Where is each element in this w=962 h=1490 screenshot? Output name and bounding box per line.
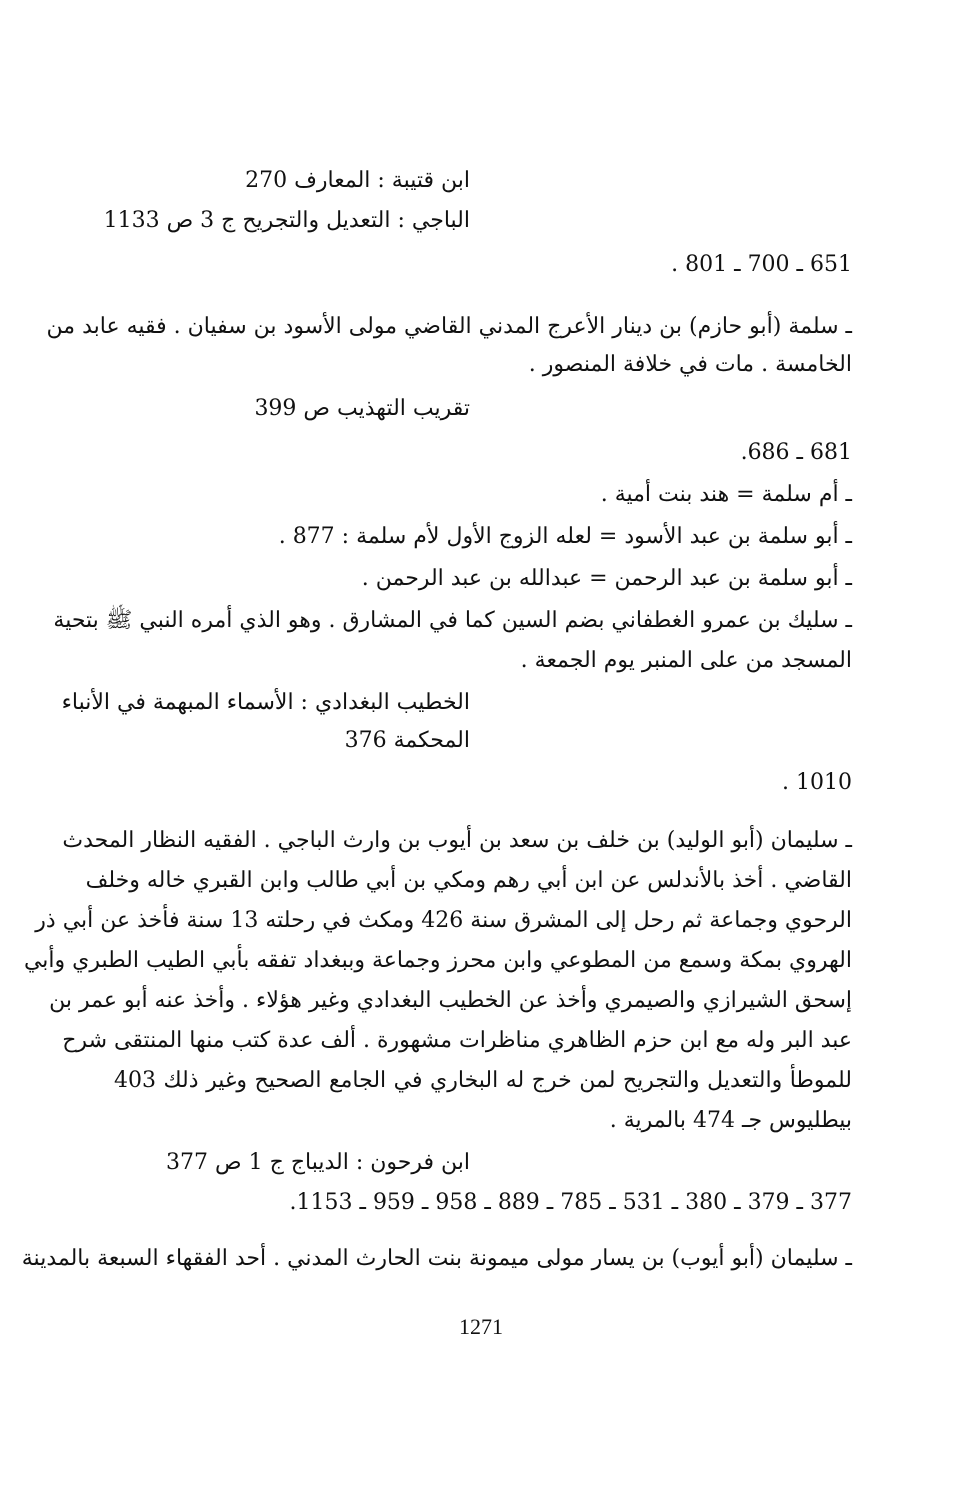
page-reference-numbers: 651 ـ 700 ـ 801 .	[671, 252, 852, 277]
reference-line: المحكمة 376	[344, 728, 470, 753]
entry-line: للموطأ والتعديل والتجريح لمن خرج له البخاري في الجامع الصحيح وغير ذلك 403	[114, 1068, 852, 1093]
page-reference-numbers: 377 ـ 379 ـ 380 ـ 531 ـ 785 ـ 889 ـ 958 ـ 959 ـ 1153.	[289, 1190, 852, 1215]
reference-line: الخطيب البغدادي : الأسماء المبهمة في الأنباء	[61, 690, 470, 715]
entry-line: عبد البر وله مع ابن حزم الظاهري مناظرات مشهورة . ألف عدة كتب منها المنتقى شرح	[62, 1028, 852, 1053]
entry-line: ـ أبو سلمة بن عبد الأسود = لعله الزوج الأول لأم سلمة : 877 .	[278, 524, 852, 549]
entry-line: الهروي بمكة وسمع من المطوعي وابن محرز وجماعة وببغداد تفقه بأبي الطيب الطبري وأبي	[23, 948, 852, 973]
entry-line: ـ سليمان (أبو الوليد) بن خلف بن سعد بن أيوب بن وارث الباجي . الفقيه النظار المحدث	[62, 828, 852, 853]
entry-line: الرحوي وجماعة ثم رحل إلى المشرق سنة 426 ومكث في رحلته 13 سنة فأخذ عن أبي ذر	[35, 908, 852, 933]
page-number: 1271	[459, 1314, 503, 1339]
entry-line: بيطليوس جـ 474 بالمرية .	[609, 1108, 852, 1133]
page-reference-numbers: 681 ـ 686.	[740, 440, 852, 465]
entry-line: ـ أبو سلمة بن عبد الرحمن = عبدالله بن عبد الرحمن .	[361, 566, 852, 591]
page-reference-numbers: 1010 .	[782, 770, 852, 795]
entry-line: الخامسة . مات في خلافة المنصور .	[528, 352, 852, 377]
entry-line: إسحق الشيرازي والصيمري وأخذ عن الخطيب البغدادي وغير هؤلاء . وأخذ عنه أبو عمر بن	[49, 988, 852, 1013]
entry-line: ـ سليمان (أبو أيوب) بن يسار مولى ميمونة بنت الحارث المدني . أحد الفقهاء السبعة بالمدينة	[21, 1246, 852, 1271]
entry-line: المسجد من على المنبر يوم الجمعة .	[520, 648, 852, 673]
entry-line: ـ سلمة (أبو حازم) بن دينار الأعرج المدني القاضي مولى الأسود بن سفيان . فقيه عابد من	[46, 314, 852, 339]
reference-line: الباجي : التعديل والتجريح ج 3 ص 1133	[103, 208, 470, 233]
entry-line: ـ سليك بن عمرو الغطفاني بضم السين كما في المشارق . وهو الذي أمره النبي ﷺ بتحية	[53, 608, 852, 633]
reference-line: ابن قتيبة : المعارف 270	[245, 168, 470, 193]
entry-line: القاضي . أخذ بالأندلس عن ابن أبي رهم ومكي بن أبي طالب وابن القبري خاله وخلف	[85, 868, 852, 893]
entry-line: ـ أم سلمة = هند بنت أمية .	[600, 482, 852, 507]
reference-line: تقريب التهذيب ص 399	[254, 396, 470, 421]
reference-line: ابن فرحون : الديباج ج 1 ص 377	[166, 1150, 470, 1175]
